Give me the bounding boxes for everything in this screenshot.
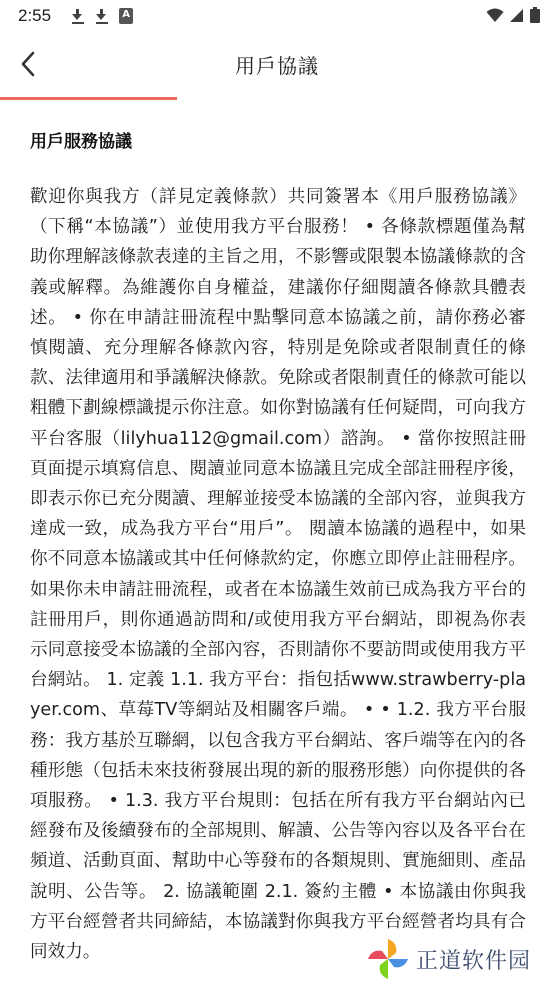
agreement-content[interactable] <box>30 128 526 967</box>
app-bar <box>0 32 554 98</box>
pinwheel-logo-icon <box>366 937 410 981</box>
document-heading: 用戶服務協議 <box>30 132 132 152</box>
watermark <box>366 934 554 984</box>
download-icon <box>71 8 85 24</box>
status-bar <box>0 0 554 32</box>
battery-icon <box>530 7 540 23</box>
load-progress-bar <box>0 97 177 100</box>
watermark-text: 正道软件园 <box>416 948 532 974</box>
page-title: 用戶協議 <box>235 54 319 78</box>
document-body: 歡迎你與我方（詳見定義條款）共同簽署本《用戶服務協議》（下稱“本協議”）並使用我方平台服務！ • 各條款標題僅為幫助你理解該條款表達的主旨之用，不影響或限製本協議條款的含義或解釋。為維護你自身權益，建議你仔細閱讀各條款具體表述。 • 你在申請註冊流程中點擊同意本協議之前，請你務必審慎閱讀、充分理解各條款內容，特別是免除或者限制責任的條款、法律適用和爭議解決條款。免除或者限制責任的條款可能以粗體下劃線標識提示你注意。如你對協議有任何疑問，可向我方平台客服（lilyhua112@gmail.com）諮詢。 • 當你按照註冊頁面提示填寫信息、閱讀並同意本協議且完成全部註冊程序後，即表示你已充分閱讀、理解並接受本協議的全部內容，並與我方達成一致，成為我方平台“用戶”。 閱讀本協議的過程中，如果你不同意本協議或其中任何條款約定，你應立即停止註冊程序。如果你未申請註冊流程，或者在本協議生效前已成為我方平台的註冊用戶，則你通過訪問和/或使用我方平台網站，即視為你表示同意接受本協議的全部內容，否則請你不要訪問或使用我方平台網站。 1. 定義 1.1. 我方平台：指包括www.strawberry-player.com、草莓TV等網站及相關客戶端。 • • 1.2. 我方平台服務：我方基於互聯網，以包含我方平台網站、客戶端等在內的各種形態（包括未來技術發展出現的新的服務形態）向你提供的各項服務。 • 1.3. 我方平台規則：包括在所有我方平台網站內已經發布及後續發布的全部規則、解讀、公告等內容以及各平台在頻道、活動頁面、幫助中心等發布的各類規則、實施細則、產品說明、公告等。 2. 協議範圍 2.1. 簽約主體 • 本協議由你與我方平台經營者共同締結，本協議對你與我方平台經營者均具有合同效力。 <box>30 187 526 963</box>
a-app-icon: A <box>119 8 133 24</box>
download-icon <box>95 8 109 24</box>
signal-icon <box>510 8 524 23</box>
wifi-icon <box>486 8 504 23</box>
status-time: 2:55 <box>18 6 52 25</box>
status-indicators <box>486 7 540 23</box>
